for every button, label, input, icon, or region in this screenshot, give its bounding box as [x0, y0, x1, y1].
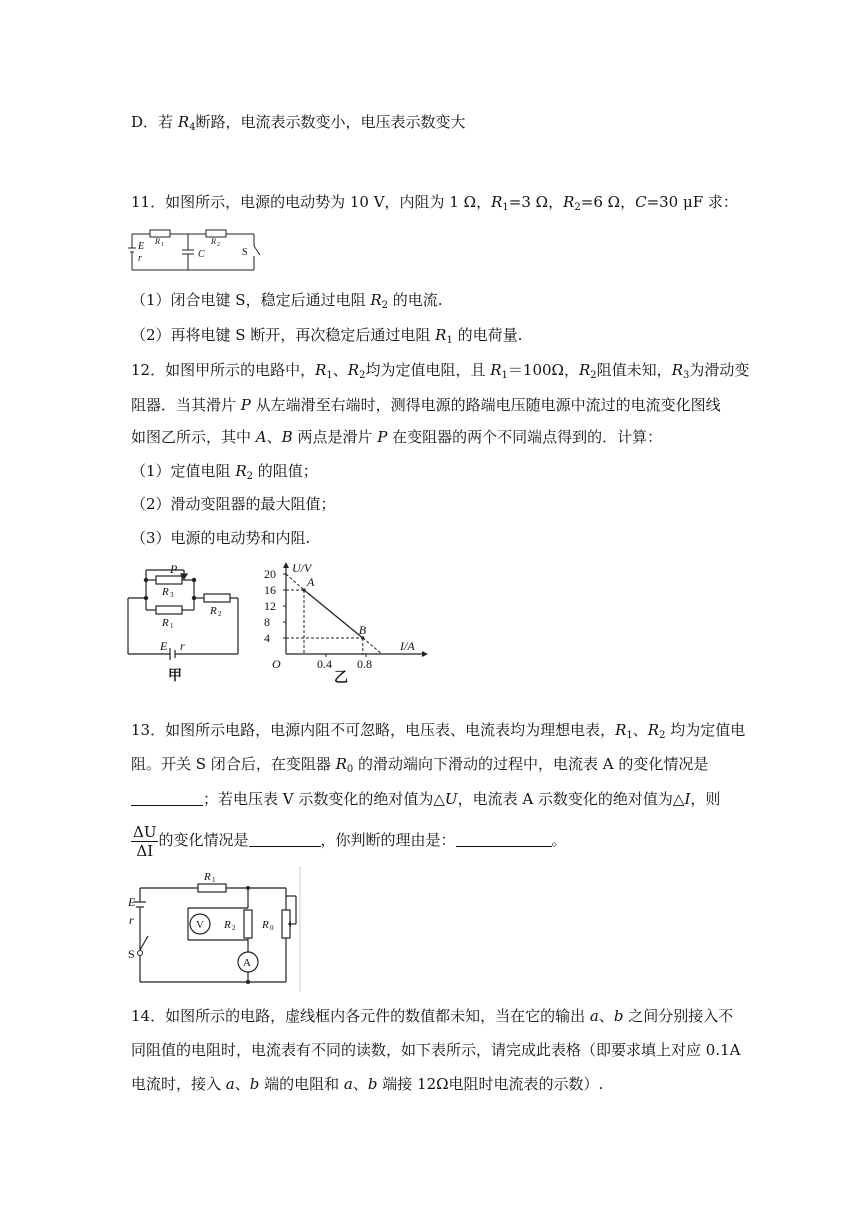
q12-sub3: （3）电源的电动势和内阻. [131, 529, 311, 547]
q13-stem-line3: ；若电压表 V 示数变化的绝对值为△U，电流表 A 示数变化的绝对值为△I，则 [131, 789, 720, 809]
q12-sub2: （2）滑动变阻器的最大阻值； [131, 495, 336, 513]
fig11-r-label: r [138, 253, 142, 264]
solid-segment-ab [304, 590, 363, 638]
q11-circuit-diagram [128, 224, 268, 276]
fig12-r-label: r [180, 639, 185, 653]
fig11-r1-label: R [155, 237, 160, 246]
q12-stem-line3: 如图乙所示，其中 A、B 两点是滑片 P 在变阻器的两个不同端点得到的．计算： [131, 428, 663, 446]
q12-circuit-jia [126, 560, 242, 685]
fig12-jia-caption: 甲 [168, 669, 182, 684]
dashed-extension-top [286, 574, 304, 590]
answer-blank-2[interactable] [249, 832, 321, 847]
q14-stem-line1: 14．如图所示的电路，虚线框内各元件的数值都未知，当在它的输出 a、b 之间分别接入不 [131, 1007, 734, 1025]
q12-stem-line1: 12．如图甲所示的电路中，$R_1$、$R_2$均为定值电阻，且 $R_1=100\Omega$，$R_2$阻值未知，$R_3$为滑动变 [131, 361, 750, 381]
fig13-r1-label: R [204, 871, 211, 883]
fig12-r1-sub: 1 [170, 622, 174, 630]
answer-blank-1[interactable] [131, 791, 203, 806]
fig12-yi-caption: 乙 [334, 671, 348, 686]
fig11-r2-sub: 2 [217, 242, 220, 248]
y-tick-label-8: 8 [264, 615, 270, 629]
y-tick-label-12: 12 [264, 599, 276, 613]
dashed-extension-bottom [363, 638, 382, 654]
q13-stem-line2: 阻。开关 S 闭合后，在变阻器 $R_0$ 的滑动端向下滑动的过程中，电流表 A 的变化情况是 [131, 755, 709, 775]
fig11-s-label: S [242, 247, 248, 258]
fig13-r0-label: R [262, 919, 269, 931]
fig12-r2-label: R [210, 605, 217, 617]
point-a-label: A [307, 575, 315, 589]
q12-graph-yi [260, 560, 430, 685]
fig13-r1-sub: 1 [212, 876, 216, 884]
y-tick-label-16: 16 [264, 583, 276, 597]
q14-stem-line3: 电流时，接入 a、b 端的电阻和 a、b 端接 12Ω电阻时电流表的示数）. [131, 1075, 604, 1093]
q11-sub2: （2）再将电键 S 断开，再次稳定后通过电阻 $R_1$ 的电荷量. [131, 326, 523, 346]
fig12-r2-sub: 2 [218, 610, 222, 618]
x-tick-label-0.8: 0.8 [357, 657, 372, 671]
fig13-e-label: E [128, 895, 136, 909]
y-axis-label: U/V [292, 561, 312, 575]
fig12-p-label: P [170, 562, 178, 576]
delta-u-over-delta-i: $\frac{\Delta U}{\Delta I}$ [133, 822, 157, 860]
fig11-r2-label: R [211, 237, 216, 246]
q12-stem-line2: 阻器．当其滑片 P 从左端滑至右端时，测得电源的路端电压随电源中流过的电流变化图线 [131, 396, 721, 414]
fig13-r2-label: R [224, 919, 231, 931]
ammeter-label: A [243, 957, 251, 969]
fig11-e-label: E [138, 241, 145, 252]
fig11-r1-sub: 1 [161, 242, 164, 248]
answer-blank-3[interactable] [456, 832, 552, 847]
origin-label: O [272, 657, 281, 671]
x-axis-label: I/A [400, 639, 415, 653]
fig11-c-label: C [198, 249, 205, 260]
fig12-r3-label: R [162, 586, 169, 598]
point-b-label: B [358, 623, 367, 637]
y-tick-label-20: 20 [264, 567, 276, 581]
fig13-s-label: S [128, 947, 135, 961]
q12-sub1: （1）定值电阻 $R_2$ 的阻值； [131, 462, 318, 482]
fig13-r-label: r [129, 913, 134, 927]
fig12-r3-sub: 3 [170, 591, 174, 599]
q13-circuit-diagram [126, 866, 306, 992]
fig12-e-label: E [160, 639, 168, 653]
q13-stem-line1: 13．如图所示电路，电源内阻不可忽略，电压表、电流表均为理想电表，$R_1$、$R_2$ 均为定值电 [131, 721, 746, 741]
q11-sub1: （1）闭合电键 S，稳定后通过电阻 $R_2$ 的电流. [131, 291, 443, 311]
q14-stem-line2: 同阻值的电阻时，电流表有不同的读数，如下表所示，请完成此表格（即要求填上对应 0.1A [131, 1041, 741, 1059]
q11-stem: 11．如图所示，电源的电动势为 10 V，内阻为 1 Ω，$R_1=3$ Ω，$R_2=6$ Ω，C=30 μF 求： [131, 193, 738, 213]
option-d: D．若 $R_4$断路，电流表示数变小，电压表示数变大 [131, 113, 466, 133]
q13-stem-line4: $\frac{\Delta U}{\Delta I}$ 的变化情况是 ，你判断的理由是： 。 [133, 822, 567, 860]
x-tick-label-0.4: 0.4 [317, 657, 332, 671]
point-a [302, 588, 305, 591]
fig13-r0-sub: 0 [270, 924, 274, 932]
fig12-r1-label: R [162, 617, 169, 629]
voltmeter-label: V [196, 919, 204, 931]
fig13-r2-sub: 2 [232, 924, 236, 932]
y-tick-label-4: 4 [264, 631, 270, 645]
